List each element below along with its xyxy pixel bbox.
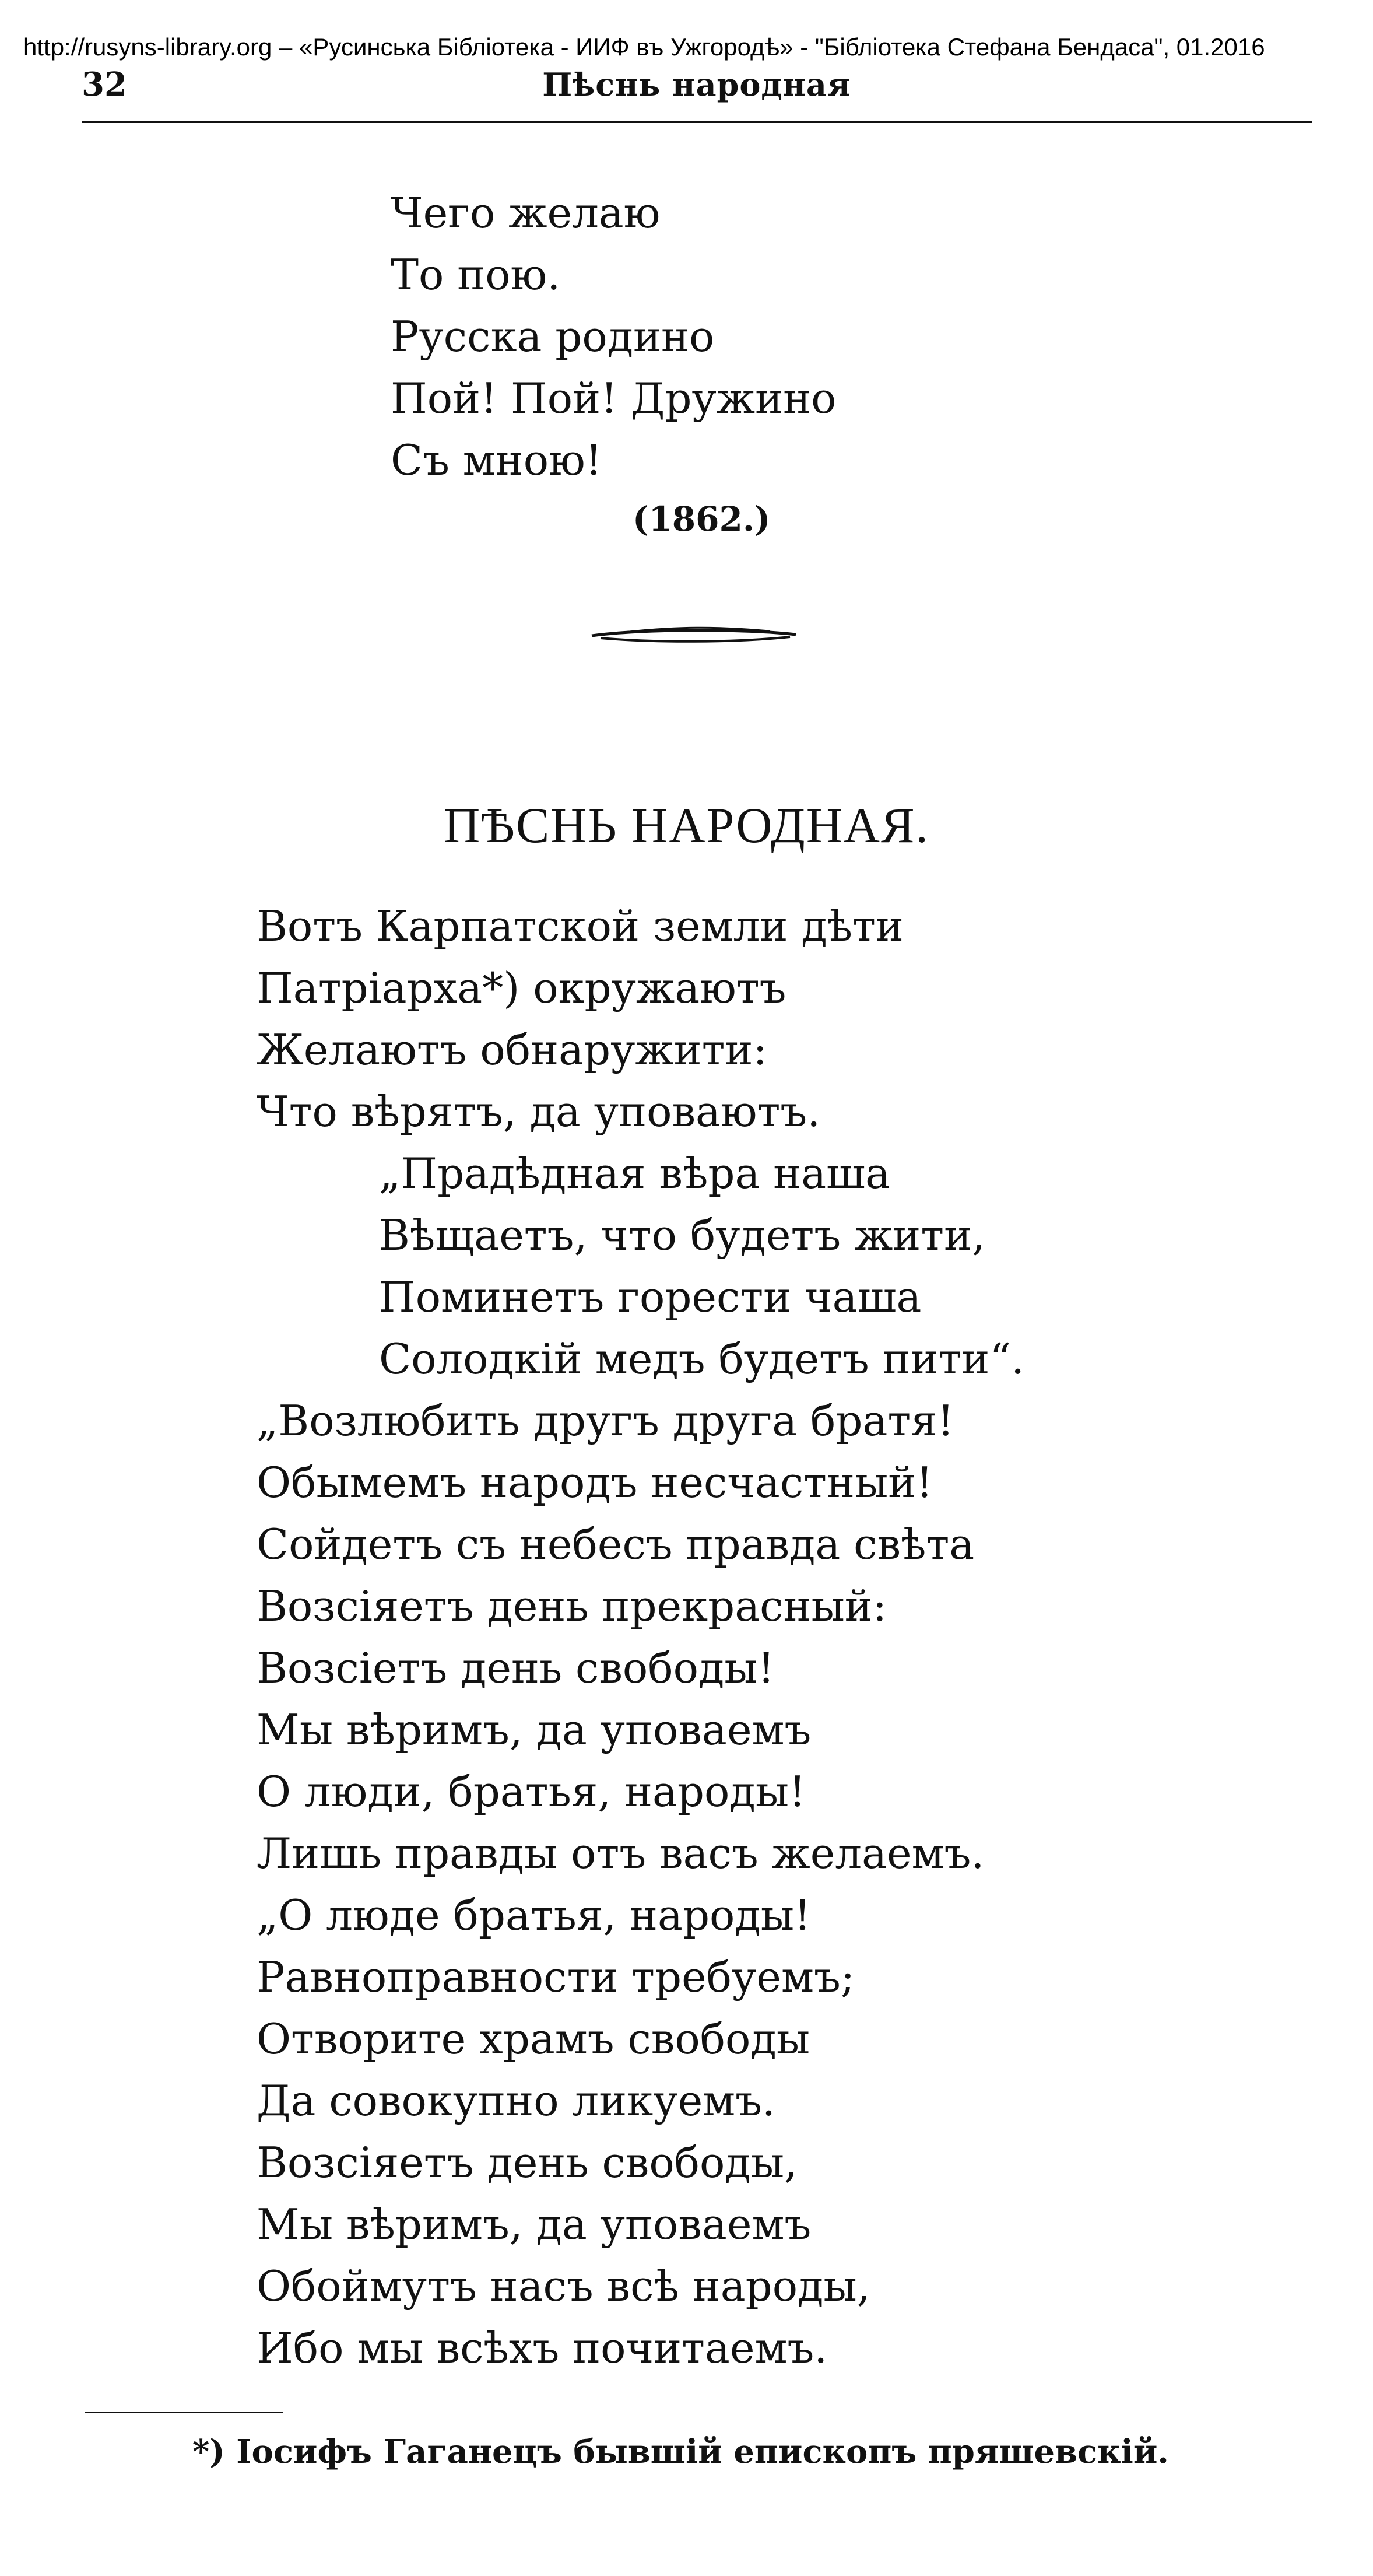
footnote: *) Іосифъ Гаганецъ бывшій епископъ пряшевскій. xyxy=(192,2433,1169,2471)
song-line: Вотъ Карпатской земли дѣти xyxy=(257,902,904,951)
song-line: Возсіетъ день свободы! xyxy=(257,1643,775,1692)
footnote-divider xyxy=(85,2412,283,2413)
running-title: Пѣснь народная xyxy=(542,66,851,103)
page-number: 32 xyxy=(82,65,127,104)
poem-line: Русска родино xyxy=(391,312,715,361)
poem-line: Чего желаю xyxy=(391,188,661,237)
poem-line: Съ мною! xyxy=(391,436,602,485)
poem-date: (1862.) xyxy=(633,499,771,539)
song-line: Возсіяетъ день свободы, xyxy=(257,2138,798,2187)
header-divider xyxy=(82,121,1312,123)
song-line: Вѣщаетъ, что будетъ жити, xyxy=(379,1211,985,1260)
song-line: Сойдетъ съ небесъ правда свѣта xyxy=(257,1520,975,1569)
song-line: Обымемъ народъ несчастный! xyxy=(257,1458,933,1507)
song-line: Ибо мы всѣхъ почитаемъ. xyxy=(257,2323,828,2372)
song-line: Солодкій медъ будетъ пити“. xyxy=(379,1334,1025,1383)
poem-line: То пою. xyxy=(391,250,561,299)
preceding-poem-ending xyxy=(391,182,836,491)
song-line: Обоймутъ насъ всѣ народы, xyxy=(257,2262,870,2311)
song-line: Отворите храмъ свободы xyxy=(257,2014,810,2063)
song-line: О люди, братья, народы! xyxy=(257,1767,806,1816)
song-line: Возсіяетъ день прекрасный: xyxy=(257,1582,887,1631)
song-text xyxy=(257,895,1024,2379)
song-line: Поминетъ горести чаша xyxy=(379,1273,922,1322)
song-line: Патріарха*) окружаютъ xyxy=(257,963,786,1012)
ornament-divider-icon xyxy=(589,624,799,647)
song-line: „О люде братья, народы! xyxy=(257,1891,811,1940)
source-attribution: http://rusyns-library.org – «Русинська Бібліотека - ИИФ въ Ужгородѣ» - "Бібліотека Стефана Бендаса", 01.2016 xyxy=(23,33,1265,61)
song-line: Да совокупно ликуемъ. xyxy=(257,2076,775,2125)
song-line: Мы вѣримъ, да уповаемъ xyxy=(257,1705,812,1754)
song-line: Что вѣрятъ, да уповаютъ. xyxy=(257,1087,821,1136)
running-head xyxy=(82,64,1312,117)
song-line: „Прадѣдная вѣра наша xyxy=(379,1149,891,1198)
song-line: Желаютъ обнаружити: xyxy=(257,1025,767,1074)
poem-line: Пой! Пой! Дружино xyxy=(391,374,837,423)
song-title: ПѢСНЬ НАРОДНАЯ. xyxy=(444,797,929,853)
song-line: Мы вѣримъ, да уповаемъ xyxy=(257,2200,812,2249)
song-line: Равноправности требуемъ; xyxy=(257,1953,855,2002)
song-line: „Возлюбить другъ друга братя! xyxy=(257,1396,954,1445)
song-line: Лишь правды отъ васъ желаемъ. xyxy=(257,1829,985,1878)
